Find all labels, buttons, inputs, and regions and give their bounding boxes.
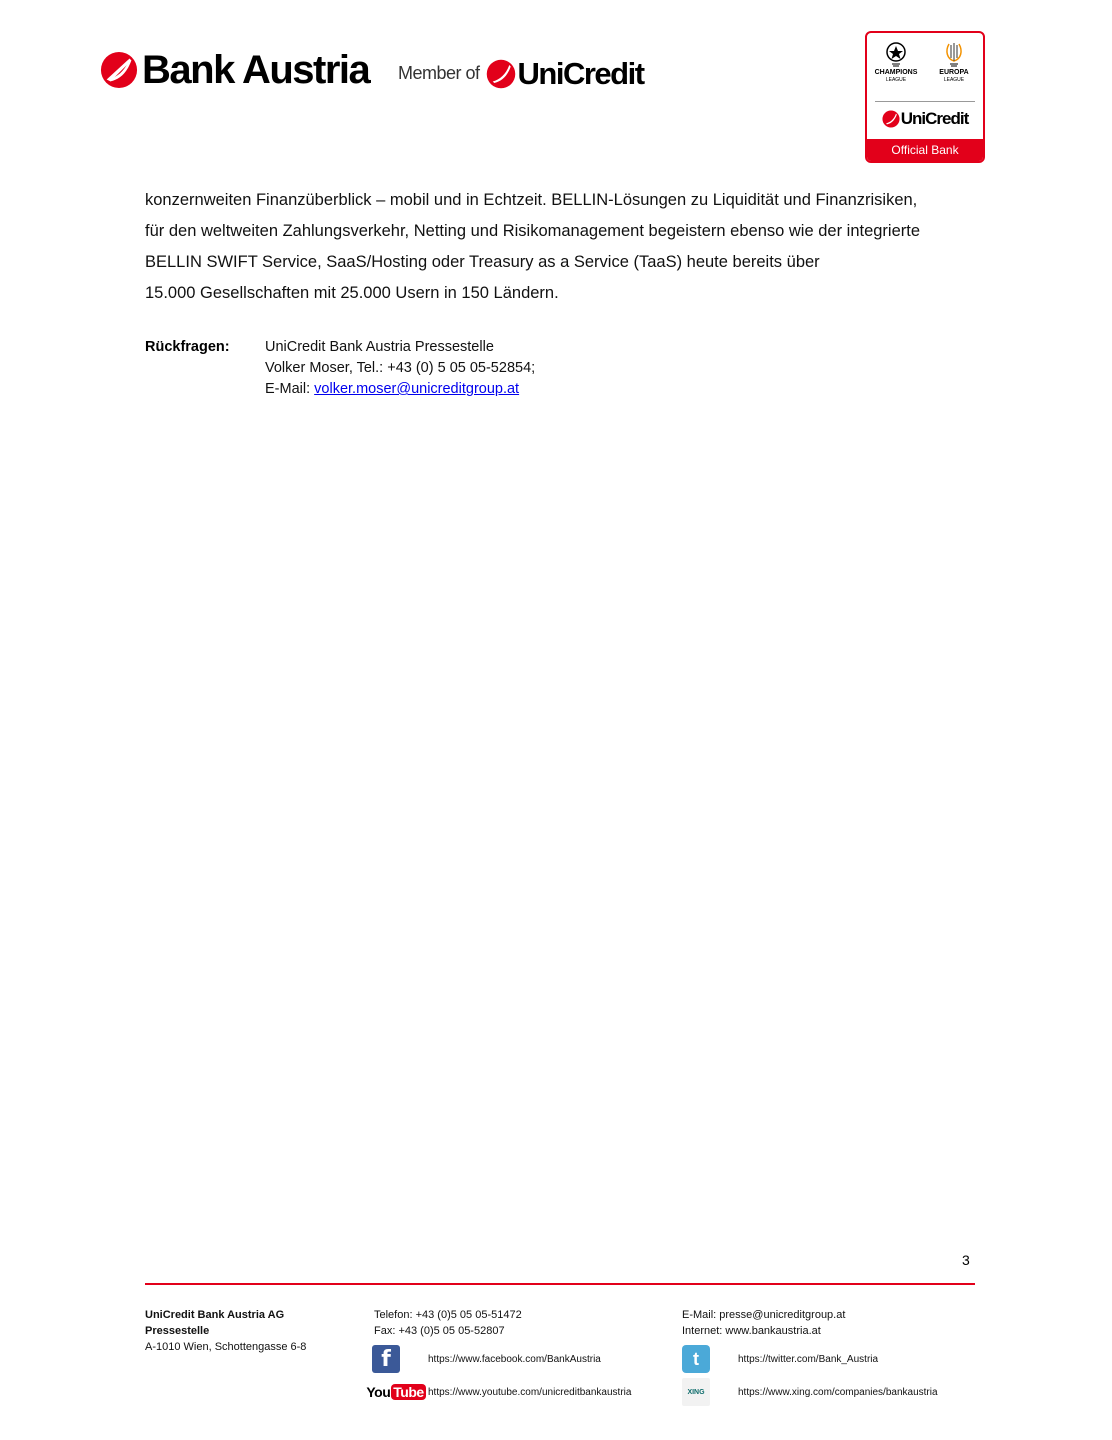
footer-fax: Fax: +43 (0)5 05 05-52807 [374,1325,505,1337]
champions-league-logo [868,41,924,83]
social-twitter[interactable] [682,1345,878,1373]
facebook-icon: f [372,1345,400,1373]
body-line: 15.000 Gesellschaften mit 25.000 Usern in 150 Ländern. [145,284,559,302]
contact-block [265,337,535,400]
unicredit-logo-icon [486,59,516,89]
facebook-url[interactable]: https://www.facebook.com/BankAustria [428,1353,601,1365]
contact-email-link[interactable]: volker.moser@unicreditgroup.at [314,381,520,397]
badge-unicredit-logo [867,109,983,129]
body-line: für den weltweiten Zahlungsverkehr, Netting und Risikomanagement begeistern ebenso wie der integrierte [145,222,921,240]
footer-contact-block [682,1307,845,1339]
page-number: 3 [962,1252,970,1268]
champions-league-name: CHAMPIONS [874,69,918,76]
footer-company: UniCredit Bank Austria AG [145,1309,285,1321]
europa-league-sub: LEAGUE [943,77,965,83]
body-paragraph [145,185,975,309]
contact-email-prefix: E-Mail: [265,381,315,397]
social-youtube[interactable] [366,1378,632,1406]
youtube-tube: Tube [393,1384,424,1400]
contact-label: Rückfragen: [145,339,230,355]
youtube-url[interactable]: https://www.youtube.com/unicreditbankaustria [428,1386,632,1398]
unicredit-logo-icon [882,110,900,128]
social-xing[interactable] [682,1378,938,1406]
youtube-you: You [366,1384,391,1400]
contact-org: UniCredit Bank Austria Pressestelle [265,339,494,355]
badge-brand: UniCredit [900,109,969,128]
bank-name: Bank Austria [142,48,370,92]
youtube-icon [366,1378,424,1406]
badge-divider [875,101,975,102]
contact-person: Volker Moser, Tel.: +43 (0) 5 05 05-52854; [265,360,536,376]
bank-austria-logo [100,50,369,90]
footer-street: A-1010 Wien, Schottengasse 6-8 [145,1341,307,1353]
champions-league-sub: LEAGUE [885,77,907,83]
europa-league-icon [941,41,967,69]
member-of-unicredit [398,58,644,89]
member-of-label: Member of [398,63,480,83]
footer-internet: Internet: www.bankaustria.at [682,1325,821,1337]
footer-email: E-Mail: presse@unicreditgroup.at [682,1309,846,1321]
body-line: BELLIN SWIFT Service, SaaS/Hosting oder Treasury as a Service (TaaS) heute bereits über [145,253,820,271]
xing-icon: XING [682,1378,710,1406]
footer-phone: Telefon: +43 (0)5 05 05-51472 [374,1309,522,1321]
xing-url[interactable]: https://www.xing.com/companies/bankaustria [738,1386,938,1398]
social-facebook[interactable] [372,1345,601,1373]
parent-name: UniCredit [517,56,644,91]
europa-league-logo [926,41,982,83]
unicredit-logo-icon [100,51,138,89]
official-bank-badge [865,31,985,163]
footer-phone-block [374,1307,522,1339]
champions-league-icon [883,41,909,69]
footer-address [145,1307,306,1355]
europa-league-name: EUROPA [939,69,969,76]
contact-email-line [265,379,535,400]
twitter-icon: t [682,1345,710,1373]
body-line: konzernweiten Finanzüberblick – mobil und in Echtzeit. BELLIN-Lösungen zu Liquidität und Finanzrisiken, [145,191,918,209]
twitter-url[interactable]: https://twitter.com/Bank_Austria [738,1353,879,1365]
footer-divider [145,1283,975,1285]
official-bank-label: Official Bank [867,139,983,161]
footer-department: Pressestelle [145,1325,210,1337]
